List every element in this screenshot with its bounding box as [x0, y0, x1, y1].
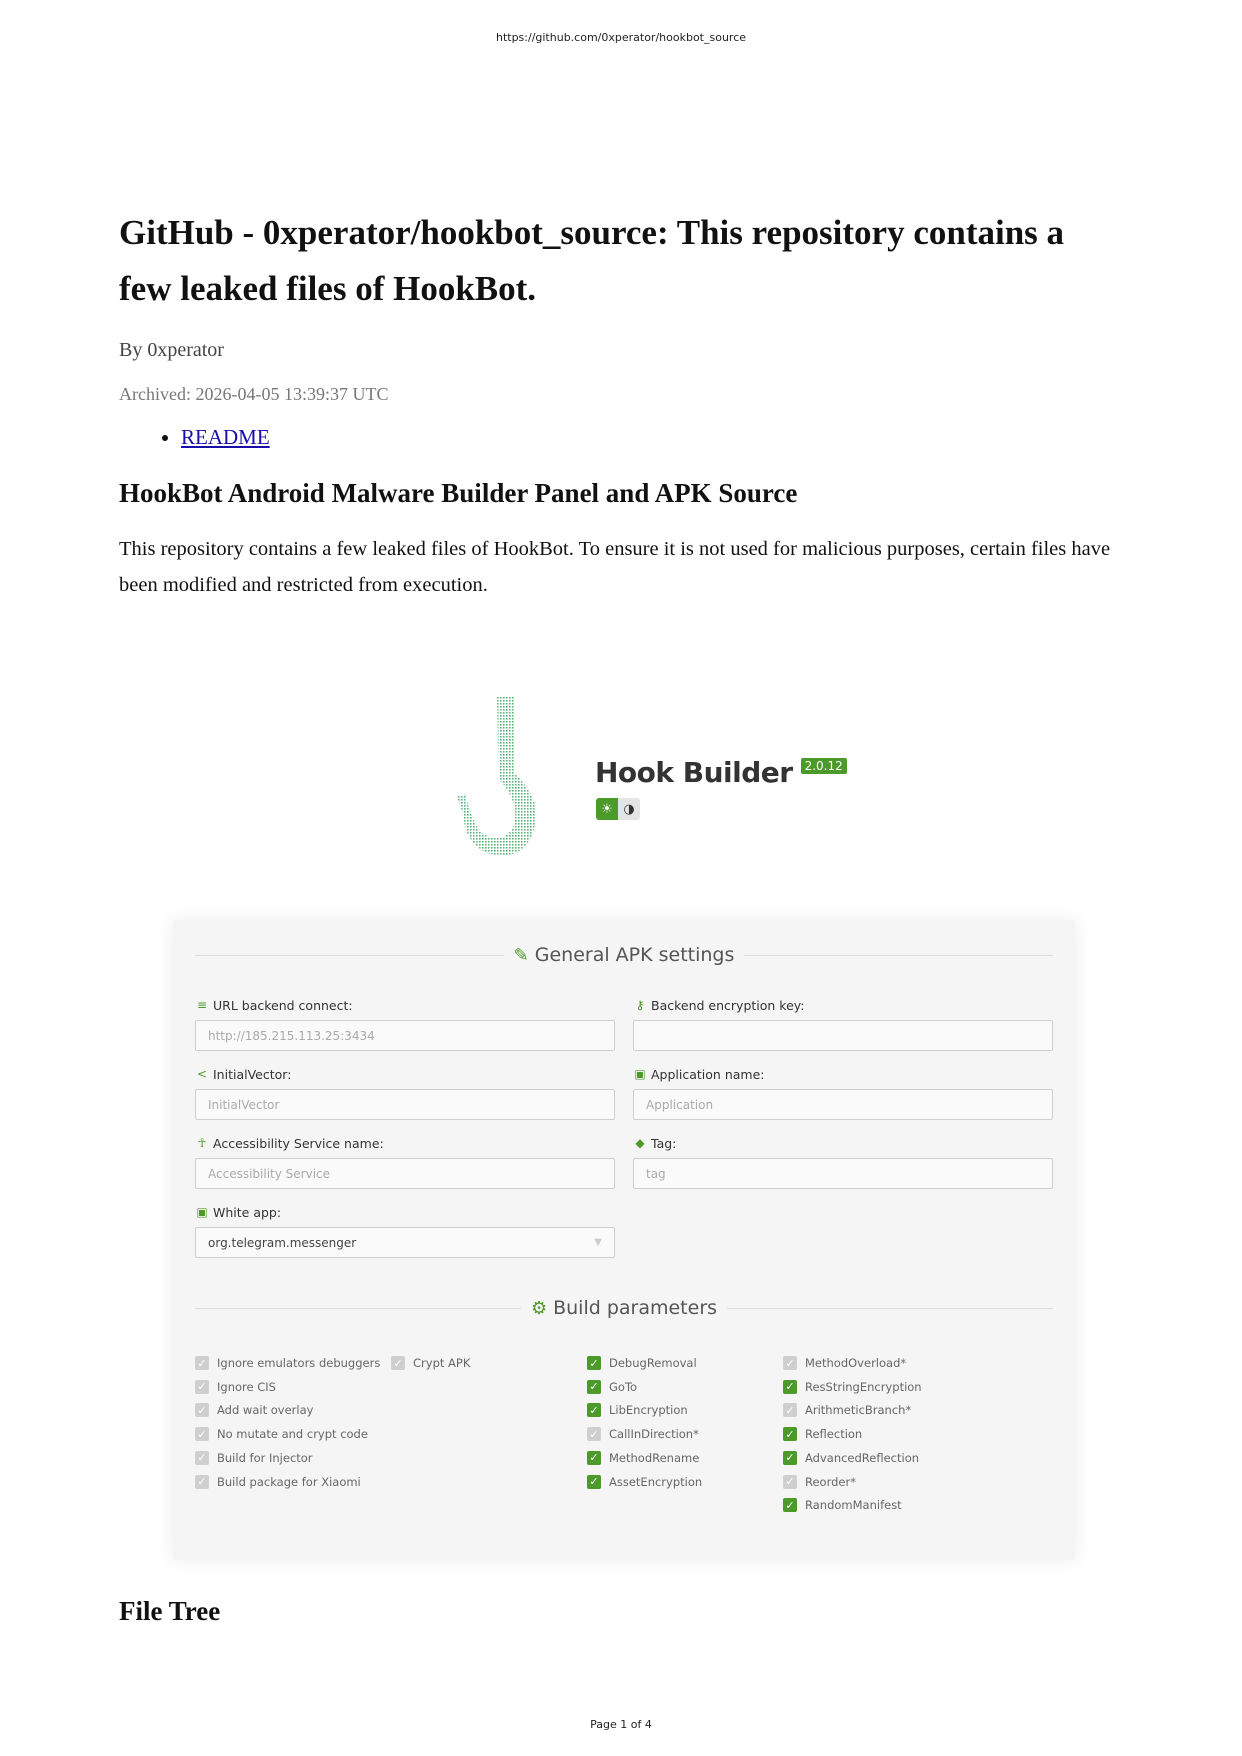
build-option-label: Reorder*: [805, 1474, 856, 1489]
checkbox-disabled-icon[interactable]: ✓: [195, 1451, 209, 1465]
contrast-icon[interactable]: ◑: [618, 798, 640, 820]
build-option-label: ArithmeticBranch*: [805, 1403, 912, 1418]
field-label: Application name:: [651, 1066, 765, 1082]
application-name-field: [633, 1065, 1053, 1120]
page-footer: Page 1 of 4: [590, 1718, 652, 1731]
initial-vector-field: [195, 1065, 615, 1120]
general-settings-title: General APK settings: [534, 944, 735, 966]
build-option[interactable]: [587, 1427, 699, 1441]
database-icon: ≡: [196, 998, 208, 1012]
application-name-input[interactable]: Application: [633, 1089, 1053, 1120]
initial-vector-input[interactable]: InitialVector: [195, 1089, 615, 1120]
checkbox-disabled-icon[interactable]: ✓: [587, 1427, 601, 1441]
checkbox-checked-icon[interactable]: ✓: [587, 1475, 601, 1489]
checkbox-checked-icon[interactable]: ✓: [587, 1451, 601, 1465]
build-option-label: CallInDirection*: [609, 1427, 699, 1442]
build-option-label: ResStringEncryption: [805, 1379, 922, 1394]
terminal-icon: ▣: [634, 1067, 646, 1081]
field-label: URL backend connect:: [213, 997, 353, 1013]
checkbox-disabled-icon[interactable]: ✓: [195, 1475, 209, 1489]
hook-builder-logo: [455, 694, 855, 864]
build-option-label: DebugRemoval: [609, 1356, 697, 1370]
checkbox-checked-icon[interactable]: ✓: [783, 1380, 797, 1394]
toc-item: [181, 425, 1119, 450]
accessibility-service-input[interactable]: Accessibility Service: [195, 1158, 615, 1189]
build-option-label: Reflection: [805, 1427, 863, 1442]
build-option-label: Build for Injector: [217, 1450, 313, 1465]
pencil-icon: ✎: [513, 944, 529, 966]
intro-paragraph: This repository contains a few leaked files of HookBot. To ensure it is not used for malicious purposes, certain files have been modified and restricted from execution.: [119, 538, 1111, 596]
tag-input[interactable]: tag: [633, 1158, 1053, 1189]
build-option[interactable]: [587, 1475, 702, 1489]
build-option[interactable]: [783, 1427, 862, 1441]
archived-date: Archived: 2026-04-05 13:39:37 UTC: [119, 384, 389, 404]
build-option-label: AdvancedReflection: [805, 1450, 920, 1465]
build-option[interactable]: [391, 1356, 470, 1370]
checkbox-disabled-icon[interactable]: ✓: [195, 1356, 209, 1370]
key-icon: ⚷: [635, 998, 645, 1012]
backend-key-input[interactable]: [633, 1020, 1053, 1051]
build-option-label: Add wait overlay: [217, 1403, 314, 1418]
readme-link[interactable]: README: [181, 425, 270, 449]
terminal-icon: ▣: [196, 1205, 208, 1219]
build-option-label: Ignore CIS: [217, 1379, 276, 1394]
checkbox-disabled-icon[interactable]: ✓: [783, 1475, 797, 1489]
white-app-value: org.telegram.messenger: [208, 1235, 357, 1250]
build-option[interactable]: [783, 1356, 906, 1370]
field-label: Backend encryption key:: [651, 997, 805, 1013]
checkbox-disabled-icon[interactable]: ✓: [783, 1403, 797, 1417]
field-label: Tag:: [651, 1135, 677, 1151]
section-heading: HookBot Android Malware Builder Panel and APK Source: [119, 478, 798, 508]
accessibility-icon: ☥: [197, 1136, 207, 1150]
version-badge: 2.0.12: [801, 758, 847, 774]
build-option-label: RandomManifest: [805, 1498, 902, 1513]
checkbox-checked-icon[interactable]: ✓: [783, 1451, 797, 1465]
build-option[interactable]: [195, 1451, 313, 1465]
theme-toggle[interactable]: [596, 798, 640, 820]
build-option-label: Crypt APK: [413, 1356, 471, 1370]
field-label: White app:: [213, 1204, 282, 1220]
build-option-label: GoTo: [609, 1379, 638, 1394]
url-backend-input[interactable]: http://185.215.113.25:3434: [195, 1020, 615, 1051]
tag-icon: ◆: [635, 1136, 645, 1150]
build-option-label: No mutate and crypt code: [217, 1427, 368, 1442]
chevron-down-icon: ▼: [594, 1237, 602, 1248]
field-label: Accessibility Service name:: [213, 1135, 384, 1151]
build-option[interactable]: [195, 1356, 380, 1370]
url-backend-field: [195, 996, 615, 1051]
build-parameters-title: Build parameters: [553, 1297, 718, 1319]
sun-icon[interactable]: ☀: [596, 798, 618, 820]
build-option[interactable]: [195, 1427, 368, 1441]
build-option[interactable]: [587, 1403, 688, 1417]
checkbox-checked-icon[interactable]: ✓: [587, 1380, 601, 1394]
checkbox-disabled-icon[interactable]: ✓: [391, 1356, 405, 1370]
white-app-field: [195, 1203, 615, 1258]
hook-icon: [455, 694, 565, 859]
general-settings-header: [195, 940, 1053, 970]
article: [119, 205, 1119, 603]
brand-title: [595, 756, 847, 789]
build-option[interactable]: [783, 1451, 919, 1465]
build-option-label: Ignore emulators debuggers: [217, 1356, 381, 1370]
page-title: GitHub - 0xperator/hookbot_source: This repository contains a few leaked files of HookBot.: [119, 213, 1065, 308]
build-option[interactable]: [195, 1403, 313, 1417]
build-option-label: AssetEncryption: [609, 1474, 703, 1489]
share-icon: <: [196, 1067, 208, 1081]
checkbox-disabled-icon[interactable]: ✓: [783, 1356, 797, 1370]
build-option-label: Build package for Xiaomi: [217, 1474, 361, 1489]
build-option[interactable]: [783, 1403, 911, 1417]
build-option[interactable]: [783, 1475, 856, 1489]
checkbox-checked-icon[interactable]: ✓: [783, 1498, 797, 1512]
tag-field: [633, 1134, 1053, 1189]
checkbox-disabled-icon[interactable]: ✓: [195, 1380, 209, 1394]
build-option[interactable]: [783, 1498, 902, 1512]
build-option[interactable]: [195, 1380, 276, 1394]
table-of-contents: [119, 425, 1119, 450]
checkbox-checked-icon[interactable]: ✓: [783, 1427, 797, 1441]
white-app-select[interactable]: [195, 1227, 615, 1258]
checkbox-checked-icon[interactable]: ✓: [587, 1403, 601, 1417]
checkbox-disabled-icon[interactable]: ✓: [195, 1403, 209, 1417]
checkbox-checked-icon[interactable]: ✓: [587, 1356, 601, 1370]
byline: By 0xperator: [119, 339, 224, 361]
build-option[interactable]: [587, 1356, 697, 1370]
checkbox-disabled-icon[interactable]: ✓: [195, 1427, 209, 1441]
build-option-label: LibEncryption: [609, 1403, 688, 1418]
file-tree-heading: File Tree: [119, 1596, 221, 1626]
gears-icon: ⚙: [530, 1297, 548, 1319]
build-option[interactable]: [587, 1451, 699, 1465]
backend-key-field: [633, 996, 1053, 1051]
field-label: InitialVector:: [213, 1066, 292, 1082]
page-header-url: https://github.com/0xperator/hookbot_source: [495, 31, 747, 44]
build-option-label: MethodOverload*: [805, 1356, 907, 1370]
build-parameters-header: [195, 1293, 1053, 1323]
build-option[interactable]: [587, 1380, 637, 1394]
accessibility-service-field: [195, 1134, 615, 1189]
brand-name: Hook Builder: [595, 756, 793, 789]
build-option-label: MethodRename: [609, 1450, 700, 1465]
builder-panel: [173, 920, 1075, 1560]
build-option[interactable]: [195, 1475, 361, 1489]
build-option[interactable]: [783, 1380, 922, 1394]
